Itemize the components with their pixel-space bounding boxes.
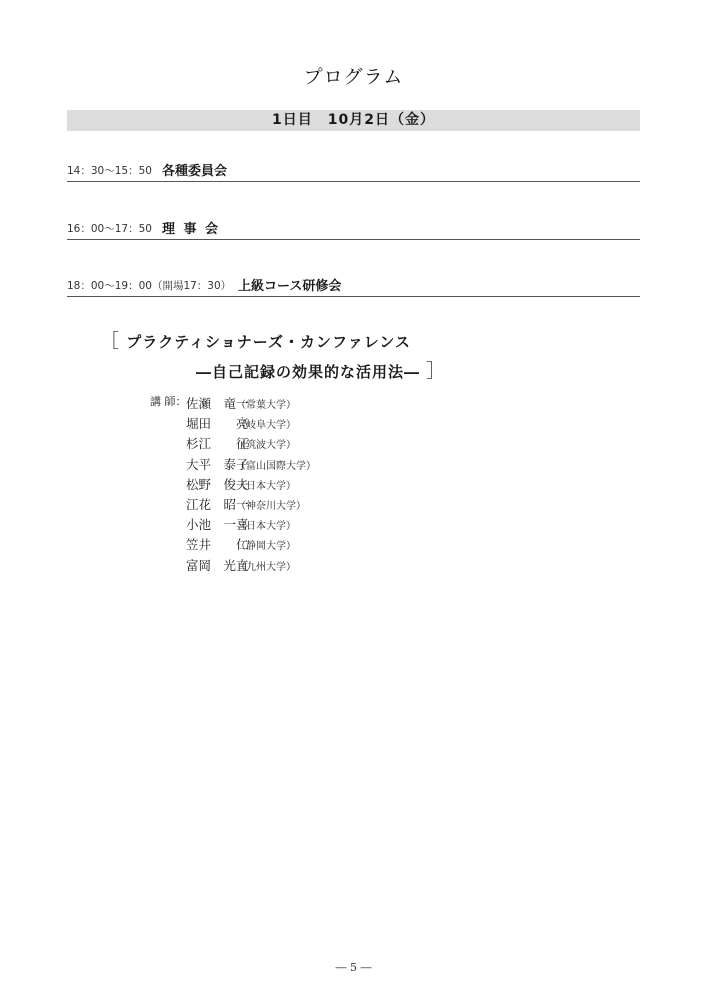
lecturer-name: 杉江 征: [186, 436, 249, 452]
day-header: 1日目 10月2日（金）: [67, 110, 640, 131]
session-row: [67, 161, 640, 182]
lecturer-name: 富岡 光直: [186, 557, 249, 573]
lecturer-label: 講 師：: [150, 395, 187, 408]
session-name: 上級コース研修会: [238, 279, 342, 294]
lecturer-affiliation: （筑波大学）: [236, 440, 296, 452]
lecturer-affiliation: （常葉大学）: [236, 400, 296, 411]
conference-subtitle: ―自己記録の効果的な活用法―: [196, 363, 421, 381]
lecturer-affiliation: （日本大学）: [236, 480, 296, 492]
lecturer-list: [186, 393, 316, 575]
session-name: 理 事 会: [162, 222, 221, 237]
lecturer-name: 小池 一喜: [186, 517, 249, 533]
session-name: 各種委員会: [162, 164, 228, 179]
list-item: [186, 433, 316, 453]
list-item: [186, 393, 316, 413]
lecturer-name: 大平 泰子: [186, 456, 249, 472]
lecturer-name: 佐瀬 竜一: [186, 396, 249, 411]
list-item: [186, 413, 316, 433]
lecturer-affiliation: （富山国際大学）: [236, 460, 316, 472]
open-bracket: ［: [100, 330, 121, 352]
lecturer-name: 江花 昭一: [186, 496, 249, 512]
session-row: [67, 219, 640, 240]
list-item: [186, 555, 316, 575]
lecturer-name: 笠井 仁: [186, 537, 249, 553]
lecturer-name: 堀田 亮: [186, 416, 249, 432]
lecturer-affiliation: （静岡大学）: [236, 541, 296, 553]
lecturer-affiliation: （九州大学）: [236, 561, 296, 573]
session-time: 14：30〜15：50: [67, 165, 152, 177]
lecturer-affiliation: （岐阜大学）: [236, 420, 296, 432]
conference-name: プラクティショナーズ・カンファレンス: [126, 333, 411, 351]
lecturer-affiliation: （神奈川大学）: [236, 500, 306, 512]
lecturer-affiliation: （日本大学）: [236, 521, 296, 533]
list-item: [186, 534, 316, 554]
list-item: [186, 494, 316, 514]
list-item: [186, 514, 316, 534]
list-item: [186, 454, 316, 474]
lecturer-name: 松野 俊夫: [186, 476, 249, 492]
session-time: 16：00〜17：50: [67, 223, 152, 235]
conference-title: [100, 326, 446, 383]
page-number: ― 5 ―: [335, 961, 372, 974]
close-bracket: ］: [426, 360, 447, 382]
list-item: [186, 474, 316, 494]
session-row: [67, 276, 640, 297]
page-title: プログラム: [303, 66, 404, 88]
session-time: 18：00〜19：00（開場17：30）: [67, 280, 232, 292]
